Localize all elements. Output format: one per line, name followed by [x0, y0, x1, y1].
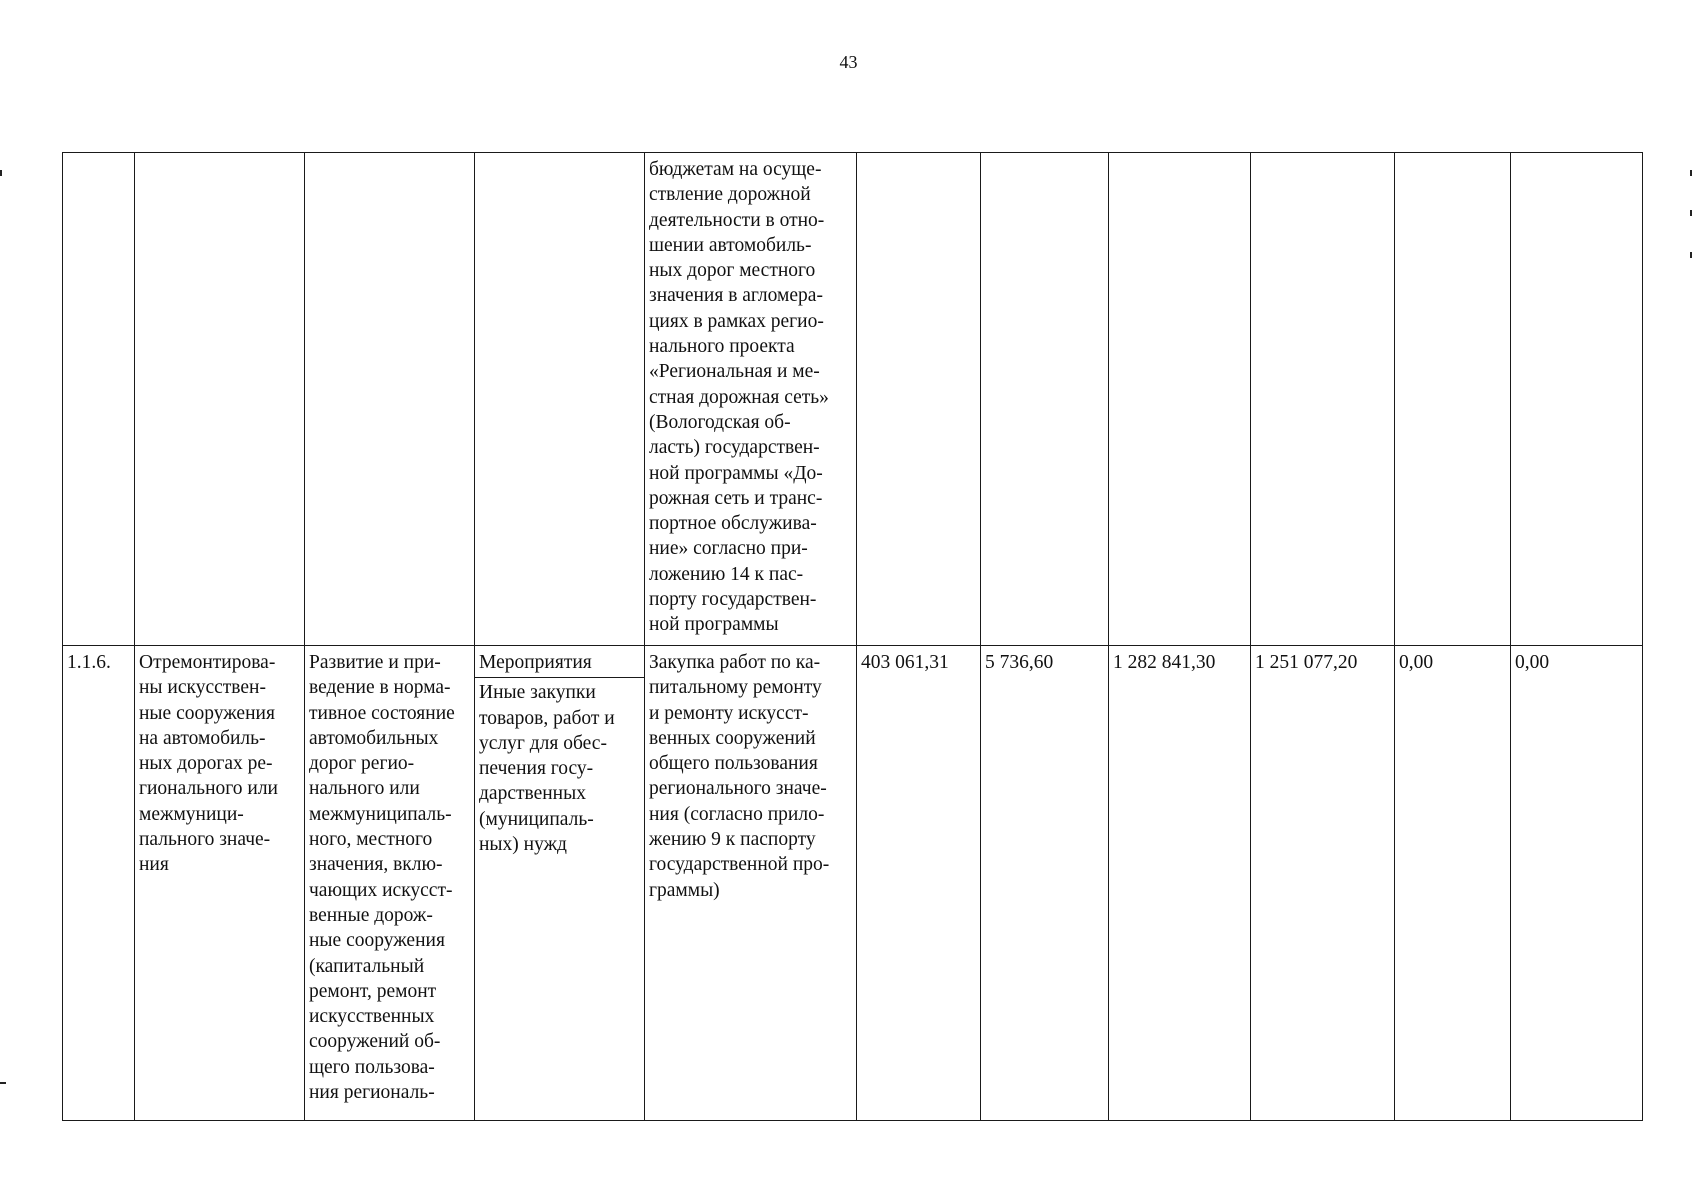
scan-edge-mark	[1690, 252, 1692, 258]
cell-result	[135, 153, 305, 646]
cell-value-6	[1511, 153, 1643, 646]
cell-task	[305, 153, 475, 646]
scan-edge-mark	[1690, 210, 1692, 216]
cell-value-4	[1251, 153, 1395, 646]
cell-value-4: 1 251 077,20	[1251, 646, 1395, 1121]
table-row	[63, 646, 1643, 1121]
cell-value-5	[1395, 153, 1511, 646]
cell-task: Развитие и при- ведение в норма- тивное состояние автомобильных дорог регио- нального или межмуниципаль- ного, местного значения, вклю- чающих искусст- венные дорож- ные сооружения (капитальный ремонт, ремонт искусственных сооружений об- щего пользова- ния региональ-	[305, 646, 475, 1121]
cell-value-5: 0,00	[1395, 646, 1511, 1121]
page-number: 43	[839, 52, 858, 72]
scan-edge-mark	[1690, 170, 1692, 176]
cell-value-6: 0,00	[1511, 646, 1643, 1121]
cell-event	[475, 153, 645, 646]
table-row	[63, 153, 1643, 646]
cell-number: 1.1.6.	[63, 646, 135, 1121]
scan-edge-mark	[0, 170, 2, 176]
cell-value-3	[1109, 153, 1251, 646]
cell-description: Закупка работ по ка- питальному ремонту и ремонту искусст- венных сооружений общего пользования регионального значе- ния (согласно прило- жению 9 к паспорту государственной про- граммы)	[645, 646, 857, 1121]
cell-value-2: 5 736,60	[981, 646, 1109, 1121]
cell-value-3: 1 282 841,30	[1109, 646, 1251, 1121]
event-detail-text: Иные закупки товаров, работ и услуг для обес- печения госу- дарственных (муниципаль- ных) нужд	[479, 682, 615, 856]
event-type-label: Мероприятия	[475, 650, 644, 678]
cell-number	[63, 153, 135, 646]
cell-description: бюджетам на осуще- ствление дорожной деятельности в отно- шении автомобиль- ных дорог местного значения в агломера- циях в рамках регио- нального проекта «Региональная и ме- стная дорожная сеть» (Вологодская об- ласть) государствен- ной программы «До- рожная сеть и транс- портное обслужива- ние» согласно при- ложению 14 к пас- порту государствен- ной программы	[645, 153, 857, 646]
cell-value-1	[857, 153, 981, 646]
scan-edge-mark	[0, 1082, 6, 1084]
cell-result: Отремонтирова- ны искусствен- ные сооружения на автомобиль- ных дорогах ре- гионального или межмуници- пального значе- ния	[135, 646, 305, 1121]
budget-table	[62, 152, 1643, 1121]
cell-value-2	[981, 153, 1109, 646]
cell-event	[475, 646, 645, 1121]
cell-value-1: 403 061,31	[857, 646, 981, 1121]
